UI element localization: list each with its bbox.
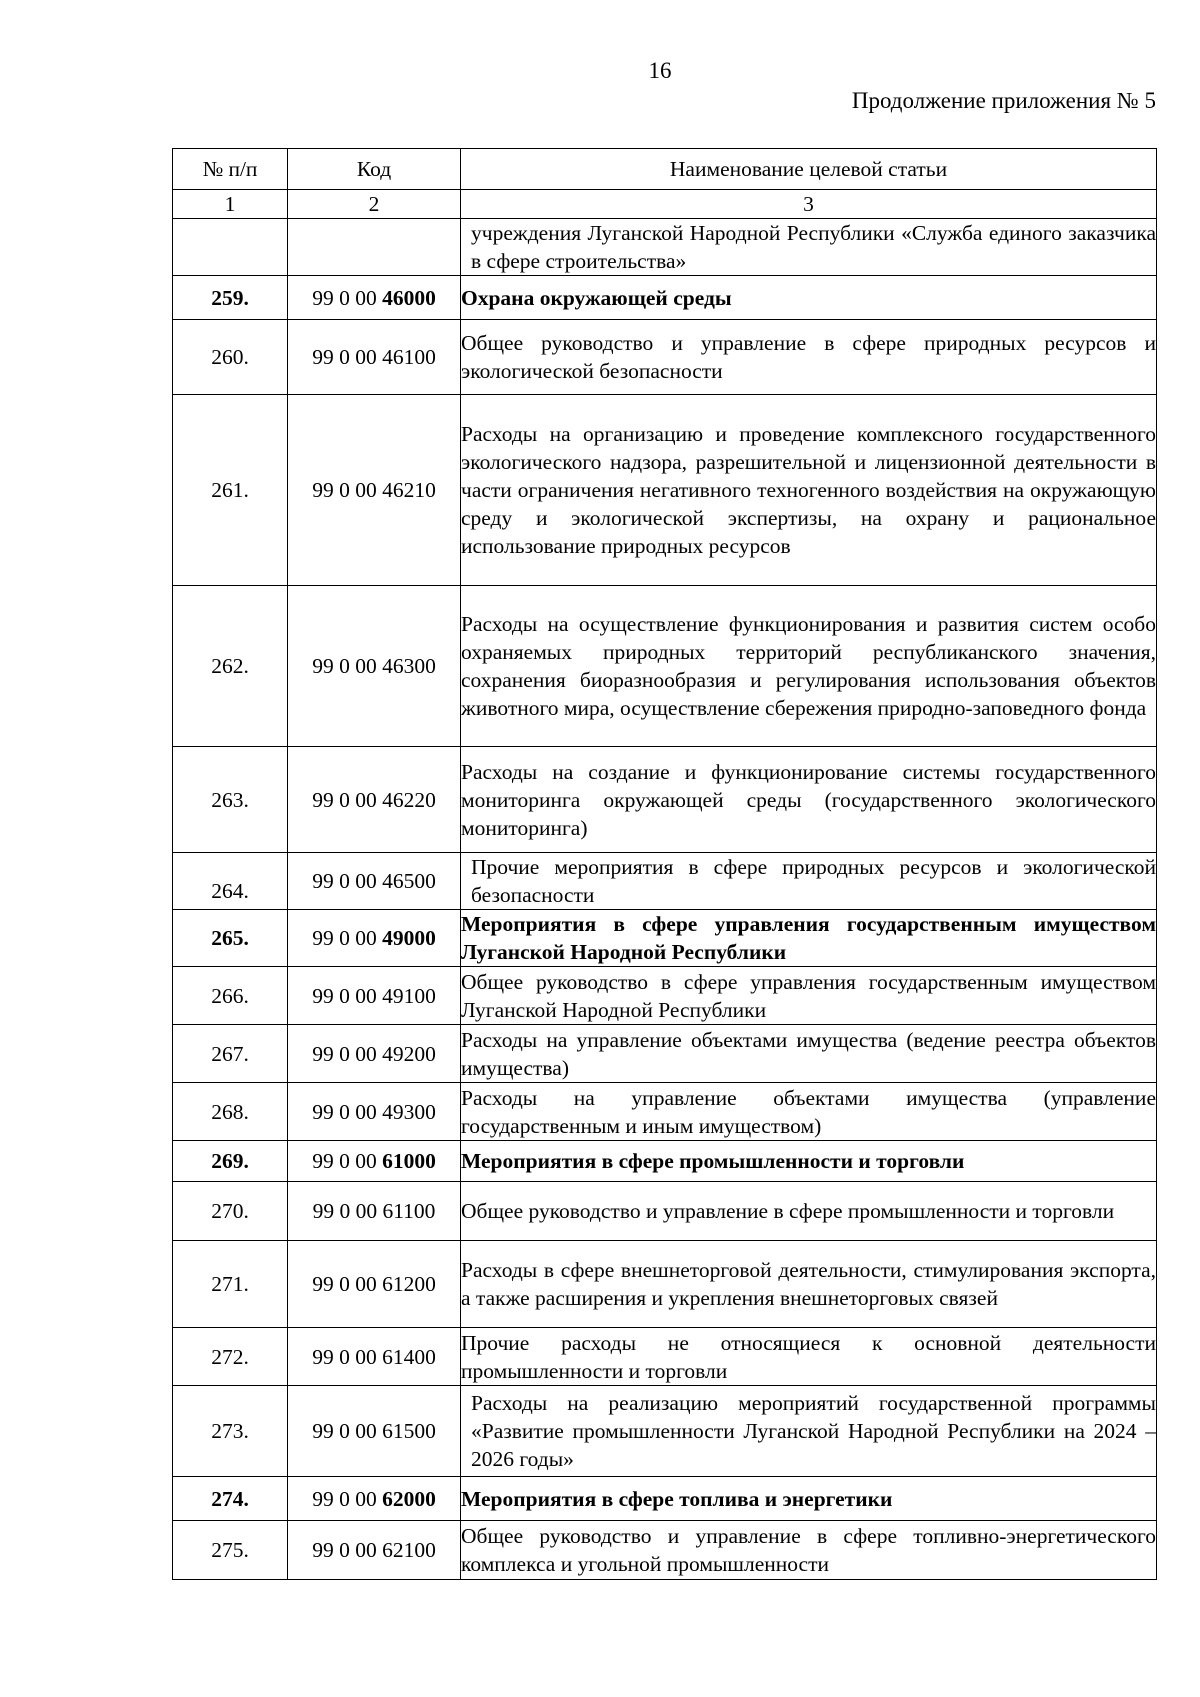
table-row	[173, 1141, 1157, 1182]
row-name: Расходы на управление объектами имущества (управление государственным и иным имуществом)	[461, 1083, 1157, 1141]
row-code: 99 0 00 46300	[288, 586, 461, 747]
header-name: Наименование целевой статьи	[461, 149, 1157, 190]
table-row	[173, 1241, 1157, 1328]
row-code: 99 0 00 46220	[288, 747, 461, 853]
row-name: Прочие мероприятия в сфере природных ресурсов и экологической безопасности	[461, 853, 1157, 910]
row-number: 261.	[173, 395, 288, 586]
table-row	[173, 1025, 1157, 1083]
row-number: 275.	[173, 1521, 288, 1580]
row-name: Прочие расходы не относящиеся к основной деятельности промышленности и торговли	[461, 1328, 1157, 1386]
table-row	[173, 967, 1157, 1025]
row-name: Мероприятия в сфере промышленности и торговли	[461, 1141, 1157, 1182]
row-name: Расходы на создание и функционирование системы государственного мониторинга окружающей среды (государственного экологического мониторинга)	[461, 747, 1157, 853]
table-row	[173, 1521, 1157, 1580]
row-code: 99 0 00 46500	[288, 853, 461, 910]
row-number: 271.	[173, 1241, 288, 1328]
table-header-row	[173, 149, 1157, 190]
row-number: 272.	[173, 1328, 288, 1386]
row-number: 269.	[173, 1141, 288, 1182]
row-number: 274.	[173, 1477, 288, 1521]
row-code: 99 0 00 49200	[288, 1025, 461, 1083]
row-number: 270.	[173, 1182, 288, 1241]
row-code: 99 0 00 46210	[288, 395, 461, 586]
table-row	[173, 853, 1157, 910]
row-number: 259.	[173, 276, 288, 320]
row-number: 264.	[173, 853, 288, 910]
row-name: Общее руководство и управление в сфере топливно-энергетического комплекса и угольной промышленности	[461, 1521, 1157, 1580]
row-code: 99 0 00 61100	[288, 1182, 461, 1241]
row-code	[288, 219, 461, 276]
index-cell: 2	[288, 190, 461, 219]
target-items-table	[172, 148, 1157, 1580]
row-number: 265.	[173, 910, 288, 967]
table-row	[173, 1328, 1157, 1386]
row-name: Расходы на реализацию мероприятий государственной программы «Развитие промышленности Луганской Народной Республики на 2024 – 2026 годы»	[461, 1386, 1157, 1477]
row-code: 99 0 00 61200	[288, 1241, 461, 1328]
table-row	[173, 1083, 1157, 1141]
row-name: учреждения Луганской Народной Республики «Служба единого заказчика в сфере строительства»	[461, 219, 1157, 276]
row-code: 99 0 00 49100	[288, 967, 461, 1025]
row-code: 99 0 00 46000	[288, 276, 461, 320]
row-code: 99 0 00 61500	[288, 1386, 461, 1477]
table-index-row	[173, 190, 1157, 219]
row-name: Расходы на организацию и проведение комплексного государственного экологического надзора, разрешительной и лицензионной деятельности в части ограничения негативного техногенного воздействия на окружающую среду и экологической экспертизы, на охрану и рациональное использование природных ресурсов	[461, 395, 1157, 586]
row-number: 263.	[173, 747, 288, 853]
row-name: Охрана окружающей среды	[461, 276, 1157, 320]
header-code: Код	[288, 149, 461, 190]
table-row	[173, 395, 1157, 586]
row-name: Расходы в сфере внешнеторговой деятельности, стимулирования экспорта, а также расширения и укрепления внешнеторговых связей	[461, 1241, 1157, 1328]
row-code: 99 0 00 46100	[288, 320, 461, 395]
table-row	[173, 910, 1157, 967]
row-code: 99 0 00 49000	[288, 910, 461, 967]
row-number: 262.	[173, 586, 288, 747]
table-row	[173, 586, 1157, 747]
table-row	[173, 1386, 1157, 1477]
row-number: 260.	[173, 320, 288, 395]
index-cell: 1	[173, 190, 288, 219]
table-row	[173, 1182, 1157, 1241]
row-name: Мероприятия в сфере топлива и энергетики	[461, 1477, 1157, 1521]
row-code: 99 0 00 61400	[288, 1328, 461, 1386]
table-row	[173, 747, 1157, 853]
page-number: 16	[648, 58, 672, 83]
row-name: Общее руководство в сфере управления государственным имуществом Луганской Народной Республики	[461, 967, 1157, 1025]
table-row	[173, 320, 1157, 395]
row-number	[173, 219, 288, 276]
row-code: 99 0 00 62100	[288, 1521, 461, 1580]
index-cell: 3	[461, 190, 1157, 219]
row-number: 273.	[173, 1386, 288, 1477]
row-number: 266.	[173, 967, 288, 1025]
table-row	[173, 1477, 1157, 1521]
row-code: 99 0 00 61000	[288, 1141, 461, 1182]
row-code: 99 0 00 49300	[288, 1083, 461, 1141]
row-number: 268.	[173, 1083, 288, 1141]
appendix-continuation-title: Продолжение приложения № 5	[851, 88, 1156, 113]
row-code: 99 0 00 62000	[288, 1477, 461, 1521]
row-name: Расходы на осуществление функционирования и развития систем особо охраняемых природных территорий республиканского значения, сохранения биоразнообразия и регулирования использования объектов животного мира, осуществление сбережения природно-заповедного фонда	[461, 586, 1157, 747]
row-name: Общее руководство и управление в сфере природных ресурсов и экологической безопасности	[461, 320, 1157, 395]
header-number: № п/п	[173, 149, 288, 190]
table-row	[173, 219, 1157, 276]
row-name: Общее руководство и управление в сфере промышленности и торговли	[461, 1182, 1157, 1241]
row-name: Расходы на управление объектами имущества (ведение реестра объектов имущества)	[461, 1025, 1157, 1083]
row-name: Мероприятия в сфере управления государственным имуществом Луганской Народной Республики	[461, 910, 1157, 967]
row-number: 267.	[173, 1025, 288, 1083]
table-row	[173, 276, 1157, 320]
